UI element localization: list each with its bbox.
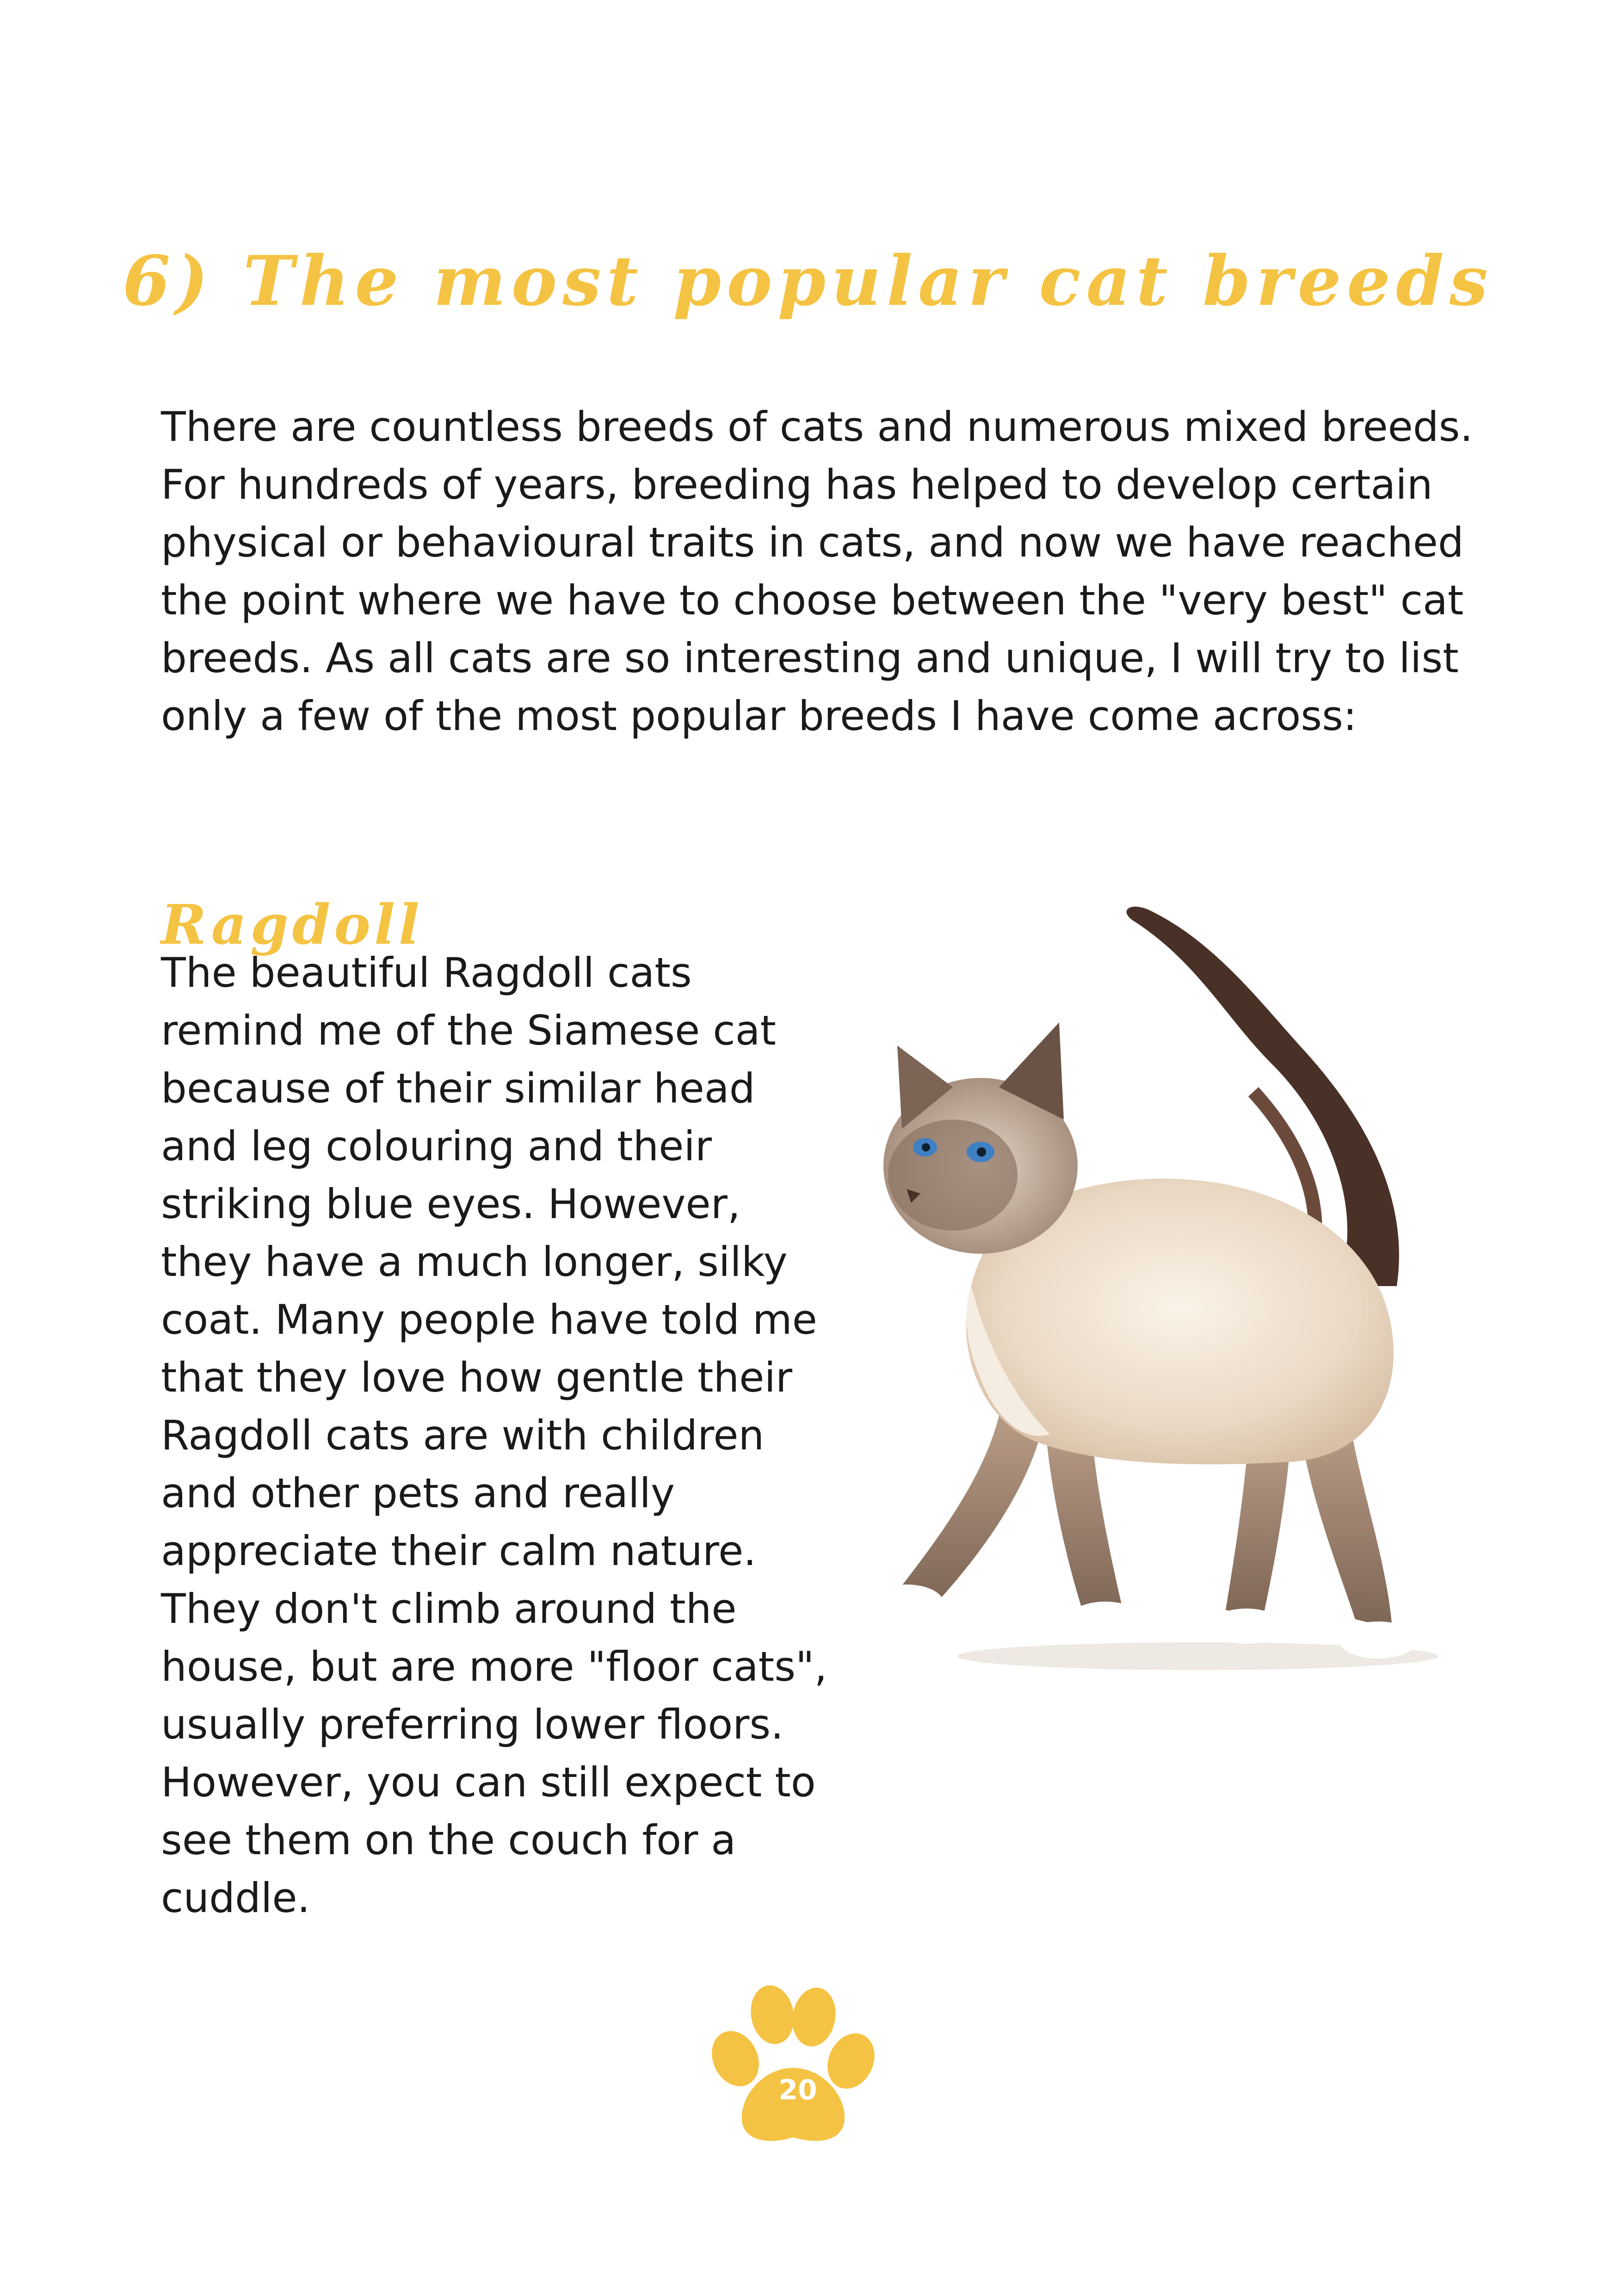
breed-description: The beautiful Ragdoll cats remind me of the Siamese cat because of their similar head and leg colouring and their striking blue eyes. However, they have a much longer, silky coat. Many people have told me that they love how gentle their Ragdoll cats are with children and other pets and really appreciate their calm nature. They don't climb around the house, but are more "floor cats", usually preferring lower floors. However, you can still expect to see them on the couch for a cuddle. xyxy=(161,949,827,1922)
ragdoll-cat-image xyxy=(846,870,1462,1726)
breed-heading: Ragdoll xyxy=(161,892,423,957)
page-number: 20 xyxy=(778,2074,817,2106)
intro-paragraph: There are countless breeds of cats and numerous mixed breeds. For hundreds of years, breeding has helped to develop certain physical or behavioural traits in cats, and now we have reached the point where we have to choose between the "very best" cat breeds. As all cats are so interesting and unique, I will try to list only a few of the most popular breeds I have come across: xyxy=(161,403,1473,740)
page-title: 6) The most popular cat breeds xyxy=(123,241,1493,322)
paw-icon xyxy=(710,1980,876,2147)
